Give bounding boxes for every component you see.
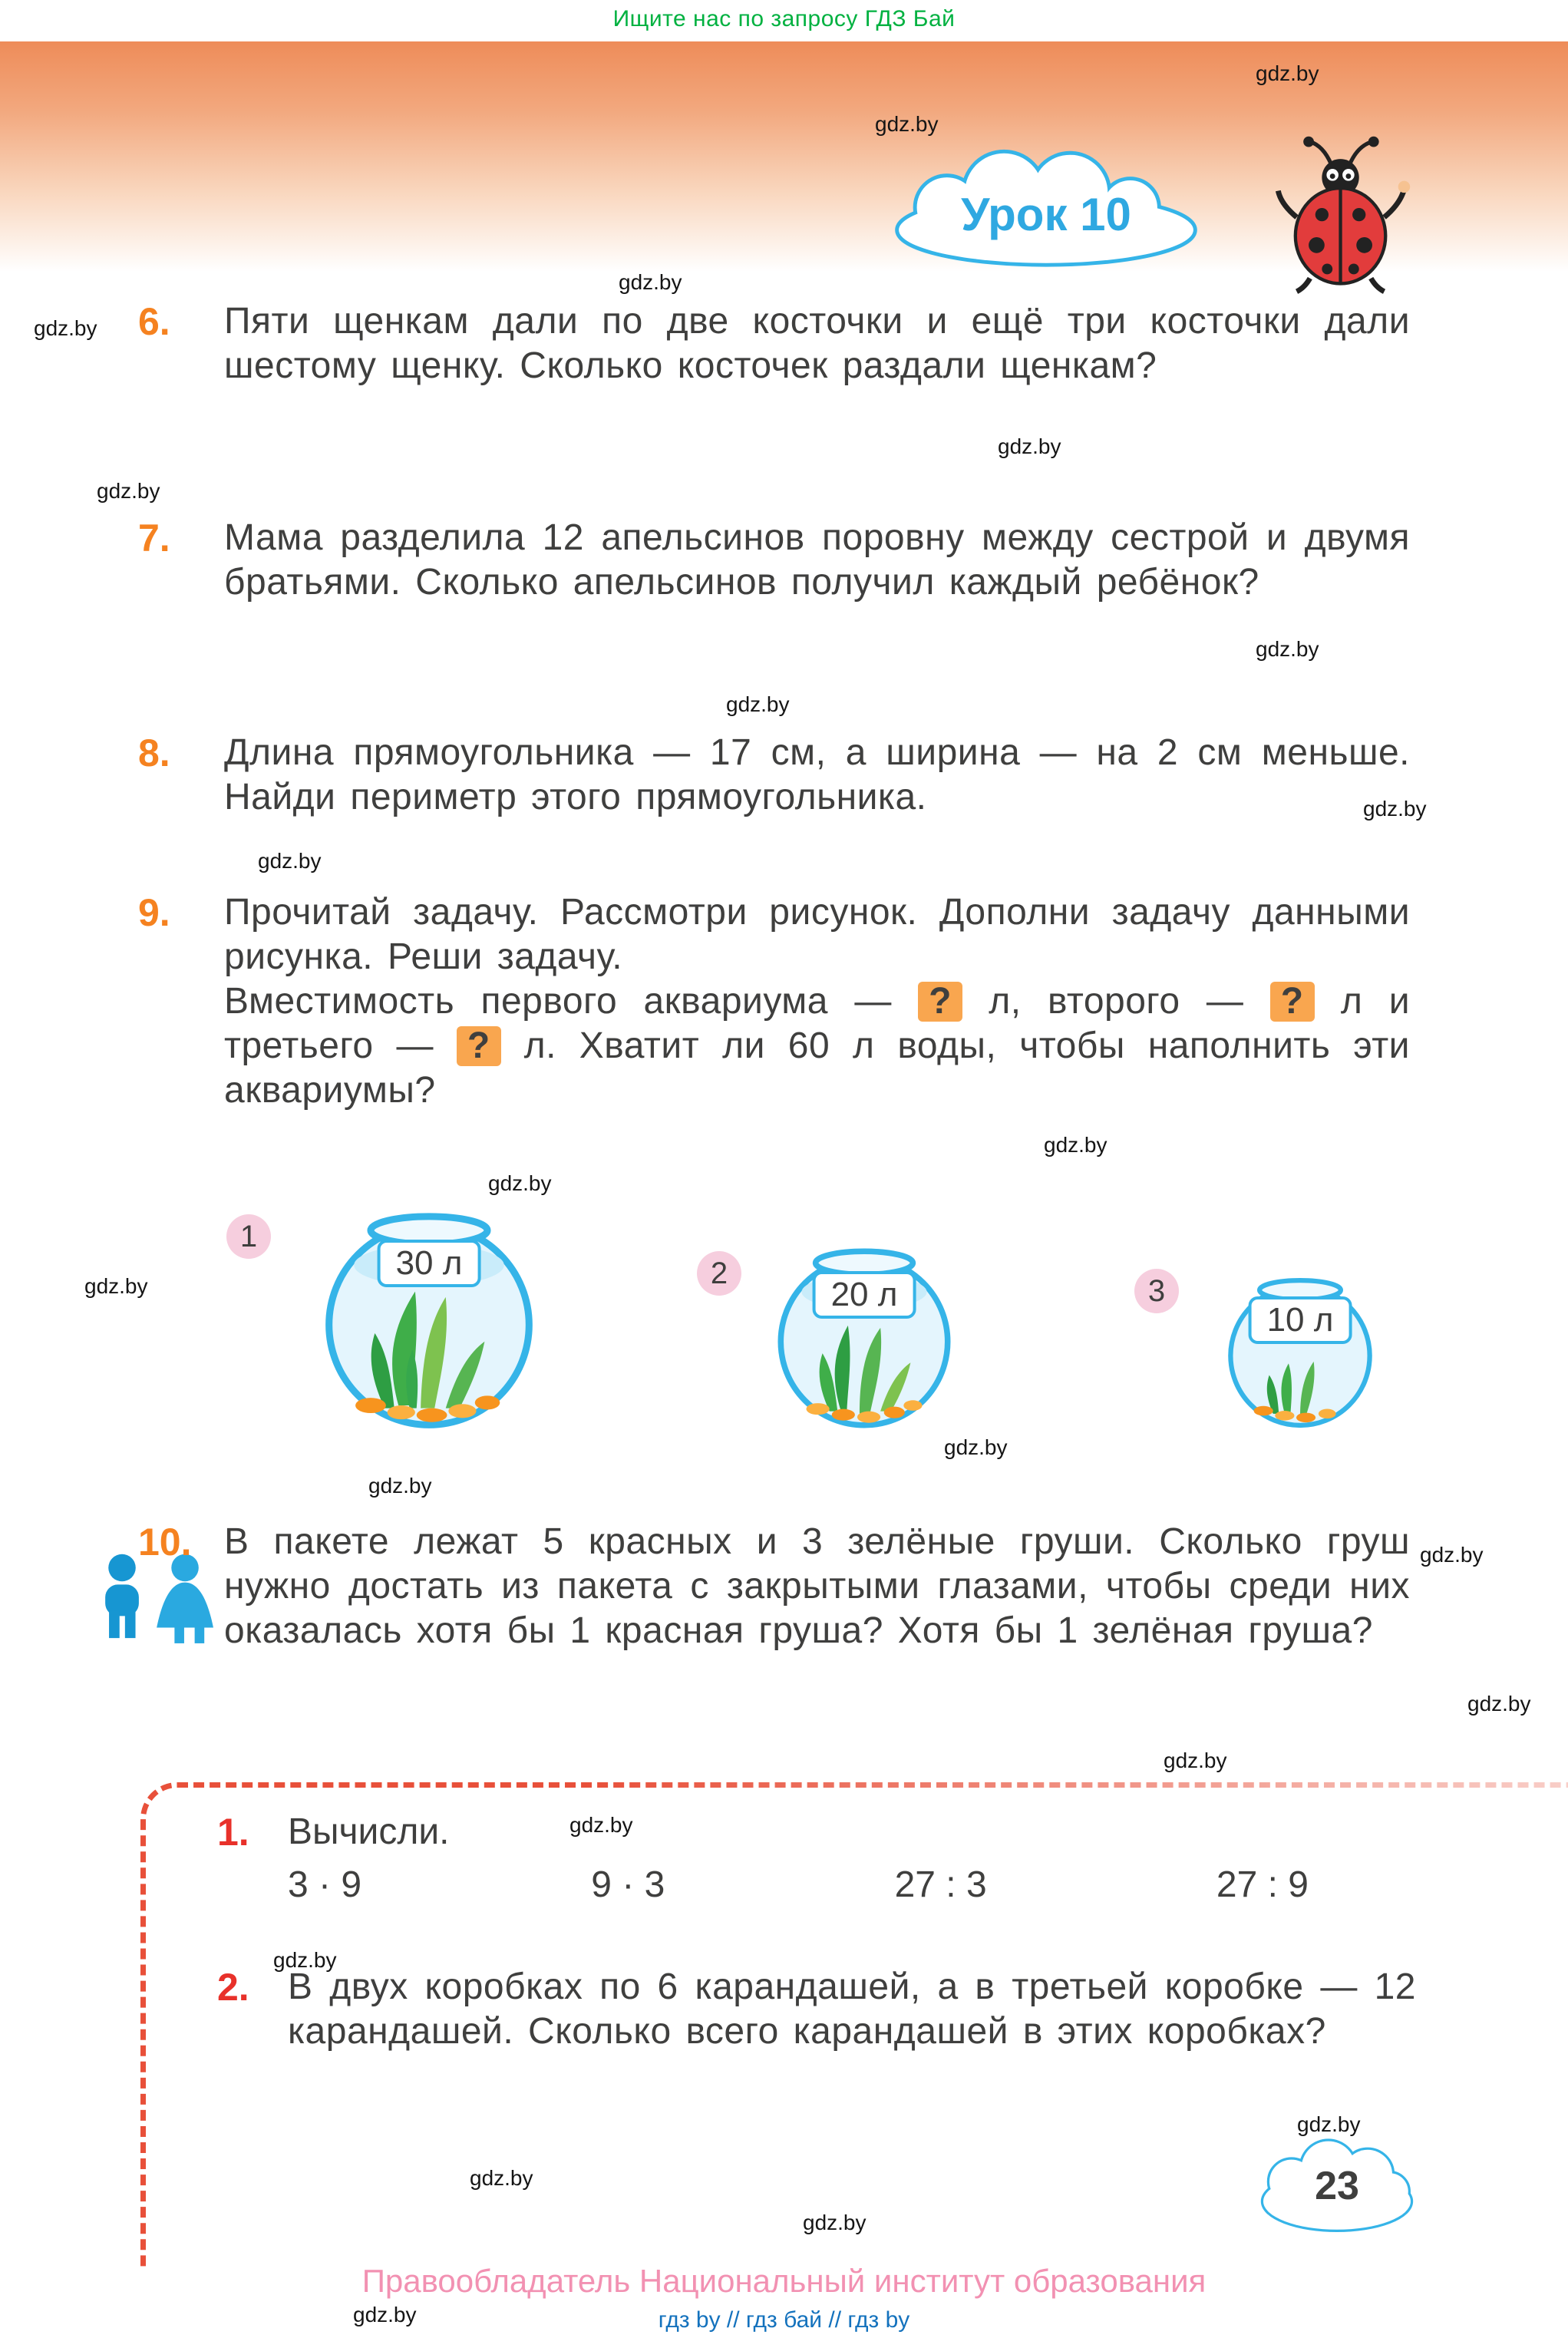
watermark-text: gdz.by (273, 1948, 337, 1972)
problem-9-text (224, 890, 1410, 1113)
aquarium-1-badge (226, 1214, 271, 1259)
problem-9 (138, 890, 1410, 1113)
problem-9-body (224, 979, 1410, 1113)
problem-6 (138, 299, 1410, 388)
text-fragment: Вместимость первого аквариума — (224, 981, 919, 1022)
unknown-value-box: ? (457, 1026, 501, 1066)
watermark-text: gdz.by (258, 849, 322, 873)
page-number-cloud (1245, 2128, 1429, 2238)
expression: 27 : 3 (894, 1864, 987, 1905)
aquarium-1 (290, 1200, 568, 1436)
text-fragment: л, второго — (962, 981, 1270, 1022)
problem-10 (138, 1520, 1410, 1653)
problem-6-text: Пяти щенкам дали по две косточки и ещё три косточки дали шестому щенку. Сколько косточек раздали щенкам? (224, 301, 1410, 386)
watermark-text: gdz.by (726, 692, 790, 716)
review-task-2 (217, 1965, 1416, 2054)
watermark-text: gdz.by (803, 2211, 867, 2234)
aquarium-3-badge (1134, 1269, 1179, 1313)
problem-9-intro: Прочитай задачу. Рассмотри рисунок. Дополни задачу данными рисунка. Реши задачу. (224, 892, 1410, 977)
watermark-text: gdz.by (1363, 797, 1427, 821)
watermark-text: gdz.by (1297, 2112, 1361, 2136)
fishbowl-icon (1203, 1269, 1397, 1433)
problem-8-text: Длина прямоугольника — 17 см, а ширина — на 2 см меньше. Найди периметр этого прямоугольника. (224, 732, 1410, 817)
watermark-text: gdz.by (875, 112, 939, 136)
expression: 27 : 9 (1216, 1864, 1309, 1905)
problem-6-number: 6. (138, 300, 170, 343)
text-fragment: л и третьего — (224, 981, 1411, 1066)
page-number: 23 (1315, 2164, 1359, 2209)
expression-row (288, 1864, 1309, 1906)
problem-8-number: 8. (138, 731, 170, 774)
expression: 3 · 9 (288, 1864, 362, 1905)
aquarium-3-index: 3 (1147, 1273, 1166, 1308)
copyright-text: Правообладатель Национальный институт образования (361, 2263, 1207, 2299)
watermark-text: gdz.by (1164, 1749, 1227, 1772)
review-box-fade (583, 1778, 1568, 1795)
watermark-text: gdz.by (1044, 1133, 1108, 1157)
aquarium-1-capacity: 30 л (378, 1240, 481, 1287)
review-task-1 (217, 1810, 450, 1854)
watermark-text: gdz.by (34, 316, 97, 340)
footer-links: гдз by // гдз бай // гдз by (658, 2307, 910, 2333)
watermark-text: gdz.by (470, 2166, 533, 2190)
watermark-text: gdz.by (353, 2303, 417, 2326)
watermark-text: gdz.by (619, 270, 682, 294)
problem-7-number: 7. (138, 517, 170, 560)
watermark-text: gdz.by (488, 1171, 552, 1195)
watermark-text: gdz.by (569, 1813, 633, 1837)
text-fragment: л. Хватит ли 60 л воды, чтобы наполнить эти аквариумы? (224, 1025, 1410, 1111)
problem-8 (138, 731, 1410, 820)
unknown-value-box: ? (918, 982, 962, 1022)
watermark-text: gdz.by (1467, 1692, 1531, 1716)
unknown-value-box: ? (1270, 982, 1315, 1022)
review-task-1-title: Вычисли. (288, 1811, 450, 1852)
problem-10-number: 10. (138, 1521, 192, 1564)
problem-9-number: 9. (138, 891, 170, 934)
review-task-2-number: 2. (217, 1966, 249, 2009)
watermark-text: gdz.by (944, 1435, 1008, 1459)
watermark-text: gdz.by (1256, 61, 1319, 85)
lesson-title: Урок 10 (961, 189, 1131, 241)
aquarium-1-index: 1 (239, 1219, 258, 1253)
review-task-1-number: 1. (217, 1811, 249, 1854)
problem-7-text: Мама разделила 12 апельсинов поровну между сестрой и двумя братьями. Сколько апельсинов получил каждый ребёнок? (224, 517, 1410, 603)
watermark-text: gdz.by (998, 434, 1061, 458)
ladybug-icon (1270, 135, 1416, 296)
fishbowl-icon (290, 1200, 568, 1436)
aquarium-2 (748, 1237, 980, 1435)
watermark-text: gdz.by (97, 479, 160, 503)
watermark-text: gdz.by (1420, 1543, 1484, 1567)
aquarium-2-capacity: 20 л (813, 1271, 916, 1319)
review-task-2-text: В двух коробках по 6 карандашей, а в третьей коробке — 12 карандашей. Сколько всего карандашей в этих коробках? (288, 1966, 1416, 2052)
site-banner: Ищите нас по запросу ГДЗ Бай (612, 6, 956, 31)
aquarium-2-badge (697, 1251, 741, 1296)
aquarium-2-index: 2 (710, 1256, 728, 1290)
problem-7 (138, 516, 1410, 605)
watermark-text: gdz.by (84, 1274, 148, 1298)
aquarium-3-capacity: 10 л (1249, 1296, 1352, 1344)
lesson-title-cloud (866, 144, 1226, 273)
expression: 9 · 3 (591, 1864, 665, 1905)
fishbowl-icon (748, 1237, 980, 1435)
aquarium-figure (0, 1194, 1568, 1447)
watermark-text: gdz.by (1256, 637, 1319, 661)
aquarium-3 (1203, 1269, 1397, 1433)
problem-10-text: В пакете лежат 5 красных и 3 зелёные груши. Сколько груш нужно достать из пакета с закрытыми глазами, чтобы среди них оказалась хотя бы 1 красная груша? Хотя бы 1 зелёная груша? (224, 1521, 1410, 1651)
watermark-text: gdz.by (368, 1474, 432, 1498)
